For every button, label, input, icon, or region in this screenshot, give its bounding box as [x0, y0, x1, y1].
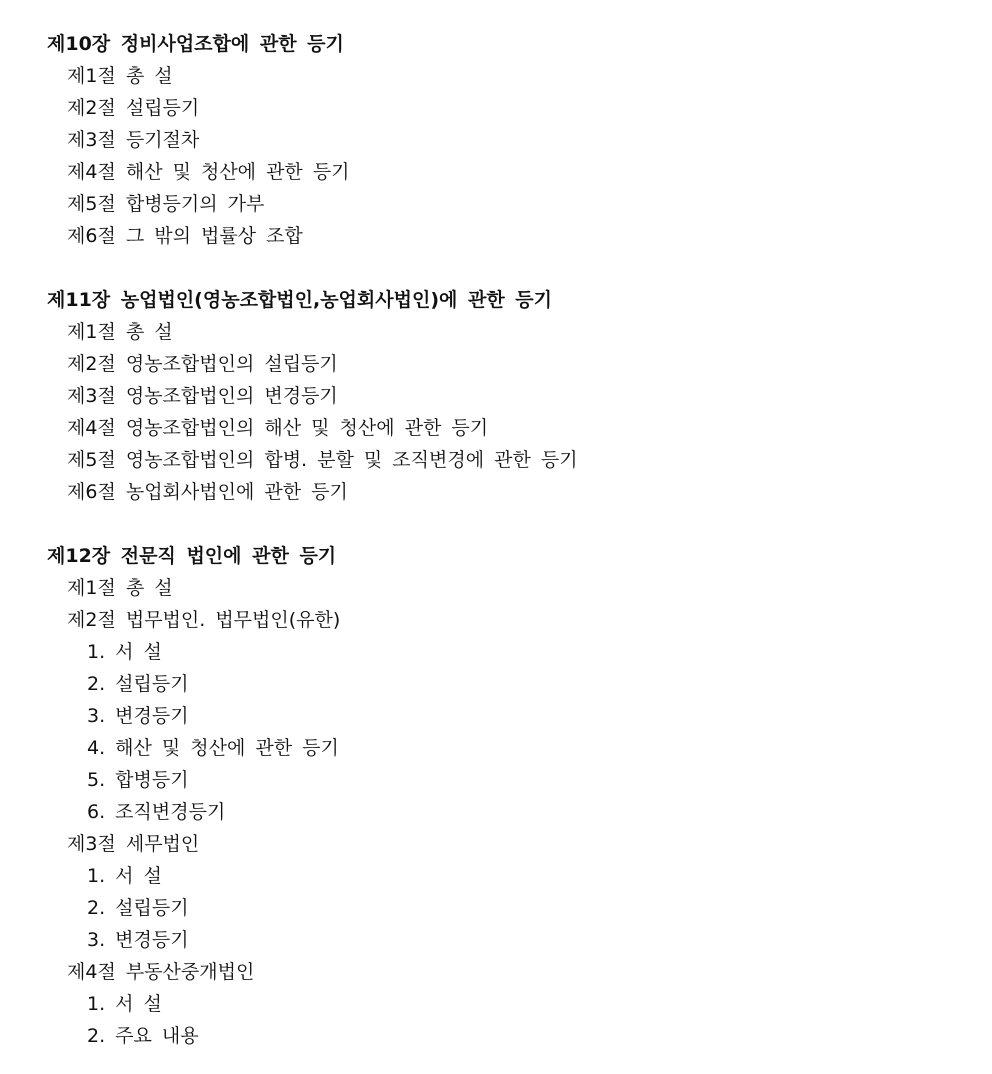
section-item: 제6절 그 밖의 법률상 조합: [67, 225, 303, 247]
sub-item: 3. 변경등기: [87, 929, 189, 951]
section-item: 제2절 법무법인. 법무법인(유한): [67, 609, 341, 631]
sub-item: 4. 해산 및 청산에 관한 등기: [87, 737, 339, 759]
sub-item: 1. 서 설: [87, 865, 162, 887]
section-item: 제3절 세무법인: [67, 833, 200, 855]
section-item: 제5절 합병등기의 가부: [67, 193, 265, 215]
sub-item: 1. 서 설: [87, 641, 162, 663]
sub-item: 1. 서 설: [87, 993, 162, 1015]
section-item: 제2절 설립등기: [67, 97, 200, 119]
section-item: 제1절 총 설: [67, 65, 173, 87]
sub-item: 5. 합병등기: [87, 769, 189, 791]
sub-item: 6. 조직변경등기: [87, 801, 226, 823]
section-item: 제3절 등기절차: [67, 129, 200, 151]
section-item: 제1절 총 설: [67, 577, 173, 599]
section-item: 제2절 영농조합법인의 설립등기: [67, 353, 338, 375]
section-item: 제4절 영농조합법인의 해산 및 청산에 관한 등기: [67, 417, 489, 439]
section-item: 제5절 영농조합법인의 합병. 분할 및 조직변경에 관한 등기: [67, 449, 578, 471]
chapter-12: [0, 540, 992, 1052]
chapter-title: 제12장 전문직 법인에 관한 등기: [47, 545, 337, 567]
section-item: 제1절 총 설: [67, 321, 173, 343]
section-item: 제6절 농업회사법인에 관한 등기: [67, 481, 348, 503]
chapter-title: 제11장 농업법인(영농조합법인,농업회사법인)에 관한 등기: [47, 289, 553, 311]
table-of-contents: [0, 28, 992, 1052]
sub-item: 2. 설립등기: [87, 673, 189, 695]
section-item: 제4절 부동산중개법인: [67, 961, 255, 983]
sub-item: 3. 변경등기: [87, 705, 189, 727]
chapter-title: 제10장 정비사업조합에 관한 등기: [47, 33, 344, 55]
section-item: 제4절 해산 및 청산에 관한 등기: [67, 161, 350, 183]
sub-item: 2. 주요 내용: [87, 1025, 199, 1047]
sub-item: 2. 설립등기: [87, 897, 189, 919]
chapter-11: [0, 284, 992, 508]
section-item: 제3절 영농조합법인의 변경등기: [67, 385, 338, 407]
chapter-10: [0, 28, 992, 252]
